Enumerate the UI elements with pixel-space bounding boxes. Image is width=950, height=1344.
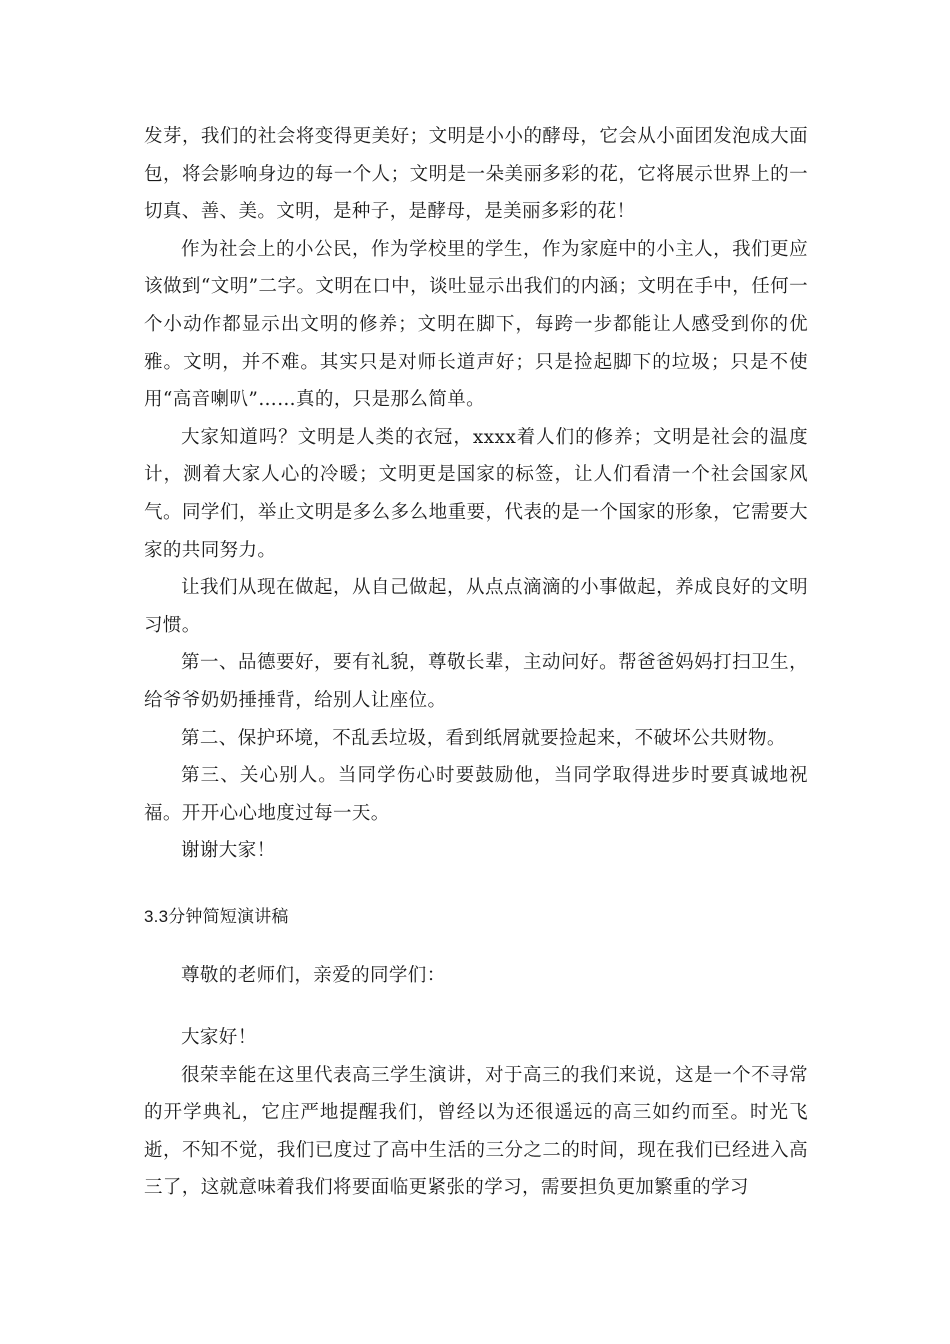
paragraph-2: 作为社会上的小公民，作为学校里的学生，作为家庭中的小主人，我们更应该做到“文明”二字。文明在口中，谈吐显示出我们的内涵；文明在手中，任何一个小动作都显示出文明的修养；文明在脚下，每跨一步都能让人感受到你的优雅。文明，并不难。其实只是对师长道声好；只是捡起脚下的垃圾；只是不使用“高音喇叭”……真的，只是那么简单。 — [144, 238, 808, 411]
paragraph-7: 第三、关心别人。当同学伤心时要鼓励他，当同学取得进步时要真诚地祝福。开开心心地度过每一天。 — [144, 765, 808, 824]
paragraph-5: 第一、品德要好，要有礼貌，尊敬长辈，主动问好。帮爸爸妈妈打扫卫生，给爷爷奶奶捶捶背，给别人让座位。 — [144, 652, 808, 711]
paragraph-1: 发芽，我们的社会将变得更美好；文明是小小的酵母，它会从小面团发泡成大面包，将会影响身边的每一个人；文明是一朵美丽多彩的花，它将展示世界上的一切真、善、美。文明，是种子，是酵母，是美丽多彩的花！ — [144, 126, 808, 223]
document-page — [144, 118, 808, 1207]
paragraph-6: 第二、保护环境，不乱丢垃圾，看到纸屑就要捡起来，不破坏公共财物。 — [181, 727, 786, 749]
paragraph-4: 让我们从现在做起，从自己做起，从点点滴滴的小事做起，养成良好的文明习惯。 — [144, 577, 808, 636]
salutation: 尊敬的老师们，亲爱的同学们： — [181, 965, 446, 987]
paragraph-3: 大家知道吗？文明是人类的衣冠，xxxx着人们的修养；文明是社会的温度计，测着大家人心的冷暖；文明更是国家的标签，让人们看清一个社会国家风气。同学们，举止文明是多么多么地重要，代表的是一个国家的形象，它需要大家的共同努力。 — [144, 426, 808, 561]
paragraph-8: 谢谢大家！ — [181, 840, 276, 862]
greeting: 大家好！ — [181, 1027, 257, 1049]
paragraph-bottom: 很荣幸能在这里代表高三学生演讲，对于高三的我们来说，这是一个不寻常的开学典礼，它庄严地提醒我们，曾经以为还很遥远的高三如约而至。时光飞逝，不知不觉，我们已度过了高中生活的三分之二的时间，现在我们已经进入高三了，这就意味着我们将要面临更紧张的学习，需要担负更加繁重的学习 — [144, 1064, 808, 1199]
section-heading: 3.3分钟简短演讲稿 — [144, 906, 289, 926]
